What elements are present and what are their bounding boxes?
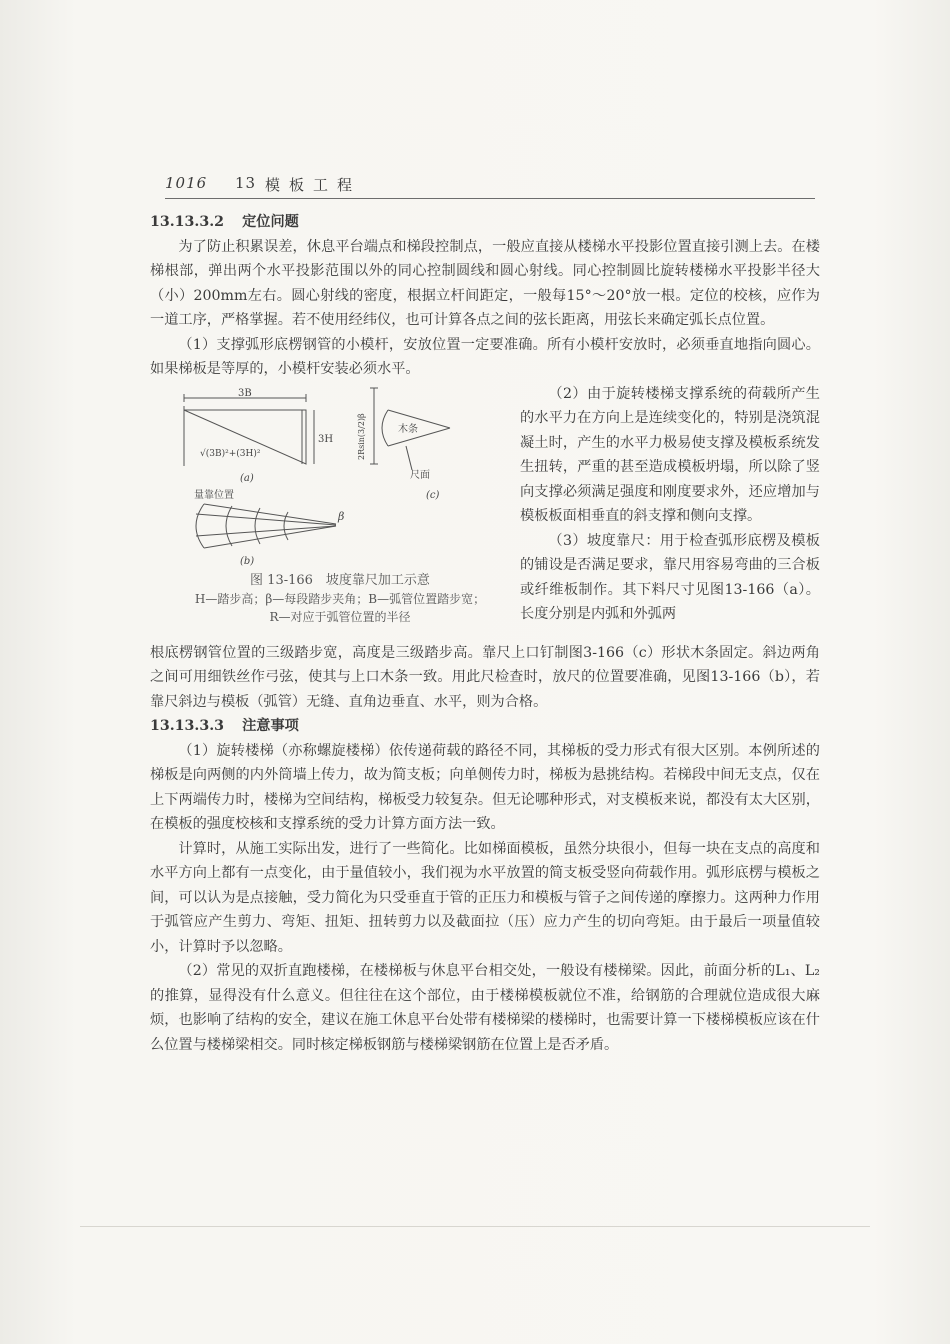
section-title: 定位问题: [242, 214, 299, 230]
section-number: 13.13.3.3: [150, 718, 225, 734]
page-number: 1016: [165, 174, 208, 192]
paragraph-continuation: 根底楞钢管位置的三级踏步宽，高度是三级踏步高。靠尺上口钉制图3-166（c）形状木条固定。斜边两角之间可用细铁丝作弓弦，使其与上口木条一致。用此尺检查时，放尺的位置要准确，见图13-166（b），若靠尺斜边与模板（弧管）无缝、直角边垂直、水平，则为合格。: [150, 644, 820, 710]
figure-caption: [160, 572, 520, 626]
label-c: (c): [426, 489, 440, 501]
label-a-top: 3B: [238, 387, 252, 399]
figure-13-166: [160, 386, 520, 641]
label-c-ruler: 尺面: [410, 469, 430, 481]
figure-b: [196, 504, 336, 548]
label-a-side: 3H: [318, 433, 334, 445]
running-header: [165, 174, 815, 199]
label-b-pos: 量靠位置: [194, 489, 234, 501]
section-title: 注意事项: [242, 718, 299, 734]
paragraph: 为了防止积累误差，休息平台端点和梯段控制点，一般应直接从楼梯水平投影位置直接引测上去。在楼梯根部，弹出两个水平投影范围以外的同心控制圆线和圆心射线。同心控制圆比旋转楼梯水平投影半径大（小）200mm左右。圆心射线的密度，根据立杆间距定，一般每15°～20°放一根。定位的校核，应作为一道工序，严格掌握。若不使用经纬仪，也可计算各点之间的弦长距离，用弦长来确定弧长点位置。: [150, 238, 820, 328]
paragraph: （1）支撑弧形底楞钢管的小模杆，安放位置一定要准确。所有小模杆安放时，必须垂直地指向圆心。如果梯板是等厚的，小模杆安装必须水平。: [150, 336, 820, 377]
caption-legend-2: R—对应于弧管位置的半径: [269, 609, 411, 624]
body-text: [150, 210, 820, 1057]
figure-side-text: [520, 382, 820, 627]
label-c-side: 2Rsin(3/2)β: [357, 412, 366, 460]
caption-legend-1: H—踏步高；β—每段踏步夹角；B—弧管位置踏步宽；: [194, 591, 486, 606]
label-a-hyp: √(3B)²+(3H)²: [200, 448, 261, 459]
label-a: (a): [240, 472, 254, 484]
label-b: (b): [240, 555, 255, 567]
paragraph: （2）由于旋转楼梯支撑系统的荷载所产生的水平力在方向上是连续变化的，特别是浇筑混凝土时，产生的水平力极易使支撑及模板系统发生扭转，严重的甚至造成模板坍塌，所以除了竖向支撑必须满足强度和刚度要求外，还应增加与模板板面相垂直的斜支撑和侧向支撑。: [520, 385, 820, 524]
section-number: 13.13.3.2: [150, 214, 225, 230]
page-divider: [80, 1226, 870, 1227]
chapter-number: 13: [235, 174, 257, 192]
paragraph: （3）坡度靠尺：用于检查弧形底楞及模板的铺设是否满足要求，靠尺用容易弯曲的三合板或纤维板制作。其下料尺寸见图13-166（a）。长度分别是内弧和外弧两: [520, 532, 820, 622]
paragraph: 计算时，从施工实际出发，进行了一些简化。比如梯面模板，虽然分块很小，但每一块在支点的高度和水平方向上都有一点变化，由于量值较小，我们视为水平放置的简支板受竖向荷载作用。弧形底楞与模板之间，可以认为是点接触，受力简化为只受垂直于管的正压力和模板与管子之间传递的摩擦力。这两种力作用于弧管应产生剪力、弯矩、扭矩、扭转剪力以及截面拉（压）应力产生的切向弯矩。由于最后一项量值较小，计算时予以忽略。: [150, 840, 820, 955]
paragraph: （1）旋转楼梯（亦称螺旋楼梯）依传递荷载的路径不同，其梯板的受力形式有很大区别。本例所述的梯板是向两侧的内外筒墙上传力，故为简支板；向单侧传力时，梯板为悬挑结构。若梯段中间无支点，仅在上下两端传力时，楼梯为空间结构，梯板受力较复杂。但无论哪种形式，对支模板来说，都没有太大区别，在模板的强度校核和支撑系统的受力计算方面方法一致。: [150, 742, 820, 832]
caption-title: 图 13-166 坡度靠尺加工示意: [250, 572, 430, 588]
section-heading-notes: [150, 714, 820, 739]
section-heading-positioning: [150, 210, 820, 235]
paragraph: （2）常见的双折直跑楼梯，在楼梯板与休息平台相交处，一般设有楼梯梁。因此，前面分析的L₁、L₂的推算，显得没有什么意义。但往往在这个部位，由于楼梯模板就位不准，给钢筋的合理就位造成很大麻烦，也影响了结构的安全，建议在施工休息平台处带有楼梯梁的楼梯时，也需要计算一下楼梯模板应该在什么位置与楼梯梁相交。同时核定梯板钢筋与楼梯梁钢筋在位置上是否矛盾。: [150, 963, 820, 1053]
label-b-beta: β: [338, 509, 345, 523]
label-c-wood: 木条: [398, 423, 418, 435]
figure-drawing: [160, 386, 520, 571]
chapter-title: 模板工程: [265, 176, 362, 194]
figure-row: [150, 382, 820, 641]
